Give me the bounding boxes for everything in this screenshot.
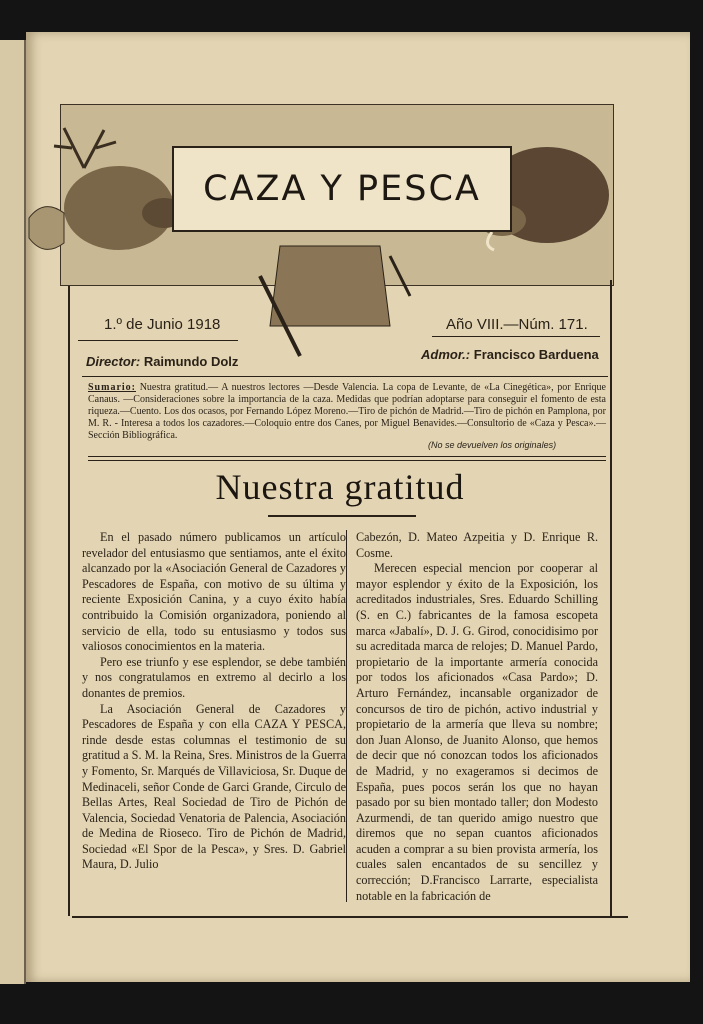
col1-paragraph: La Asociación General de Cazadores y Pescadores de España y con ella CAZA Y PESCA, rinde desde estas columnas el testimonio de su gratitud a S. M. la Reina, Sres. Ministros de la Guerra y Fomento, Sr. Marqués de Villaviciosa, Sr. Duque de Medinaceli, señor Conde de Garci Grande, Circulo de Bellas Artes, Real Sociedad de Tiro de Pichón de Valencia, Sociedad Venatoria de Palencia, Asociación de Medina de Rioseco. Tiro de Pichón de Madrid, Sociedad «El Spor de la Pesca», y Sres. D. Gabriel Maura, D. Julio xyxy=(82,701,346,872)
admor-name: Francisco Barduena xyxy=(473,347,599,362)
summary-bottom-rule xyxy=(88,456,606,457)
summary-bottom-rule-2 xyxy=(88,460,606,461)
admor-line xyxy=(421,347,599,362)
col2-paragraph: Merecen especial mencion por cooperar al mayor esplendor y éxito de la Exposición, los acreditados industriales, Sres. Eduardo Schilling (S. en C.) fabricantes de la famosa escopeta marca «Jabalí», D. J. G. Girod, conocidisimo por su acreditada marca de relojes; D. Manuel Pardo, propietario de la importante armería conocida por todos los aficionados «Casa Pardo»; D. Arturo Fernández, incansable organizador de concursos de tiro de pichón, activo industrial y propietario de la armería que lleva su nombre; don Juan Alonso, de Juanito Alonso, que hemos de decir que nó conozcan todos los aficionados de Madrid, y no exageramos si decimos de España, pues pocos serán los que no hayan pasado por su bien montado taller; don Modesto Azurmendi, de tan querido amigo nuestro que diremos que no sepan cuantos aficionados acuden a comprar a su bien provista armería, los cuales salen encantados de su sencillez y corrección; D.Francisco Larrarte, especialista notable en la fabricación de xyxy=(356,561,598,903)
col1-paragraph: Pero ese triunfo y ese esplendor, se debe también y nos congratulamos en extremo al decirlo a los donantes de premios. xyxy=(82,654,346,700)
summary-top-rule xyxy=(82,376,608,377)
issue-date: 1.º de Junio 1918 xyxy=(104,316,221,333)
article-column-1 xyxy=(82,530,346,873)
col1-paragraph: En el pasado número publicamos un artículo revelador del entusiasmo que sentiamos, ante el éxito alcanzado por la «Asociación General de Cazadores y Pescadores de España, con motivo de su última y reciente Exposición Canina, y a cuyo éxito había contribuido la Comisión organizadora, poniendo al servicio de ella, todo su entusiasmo y todos sus valiosos conocimientos en la materia. xyxy=(82,530,346,654)
headline-underline xyxy=(268,515,416,517)
col2-paragraph: Cabezón, D. Mateo Azpeitia y D. Enrique R. Cosme. xyxy=(356,530,598,560)
column-divider xyxy=(346,530,347,902)
issue-number: Año VIII.—Núm. 171. xyxy=(446,316,588,333)
director-line xyxy=(86,354,238,369)
issue-underline xyxy=(432,336,600,337)
director-label: Director: xyxy=(86,354,141,369)
article-column-2 xyxy=(356,530,598,904)
frame-right-rule xyxy=(610,280,612,916)
masthead-title: CAZA Y PESCA xyxy=(172,146,512,232)
frame-left-rule xyxy=(68,286,70,916)
director-name: Raimundo Dolz xyxy=(143,354,239,369)
date-underline xyxy=(78,340,238,341)
summary xyxy=(88,382,606,442)
admor-label: Admor.: xyxy=(421,347,471,362)
summary-label: Sumario: xyxy=(88,382,136,393)
originals-notice: (No se devuelven los originales) xyxy=(428,440,557,450)
summary-text: Nuestra gratitud.— A nuestros lectores —Desde Valencia. La copa de Levante, de «La Cinegética», por Enrique Canaus. —Consideraciones sobre la importancia de la caza. Medidas que podrían adoptarse para conseguir el fomento de esta riqueza.—Cuento. Los dos ocasos, por Fernando López Moreno.—Tiro de pichón de Madrid.—Tiro de pichón en Pamplona, por M. R. - Interesa a todos los cazadores.—Coloquio entre dos Canes, por Miguel Benavides.—Consultorio de «Caza y Pesca».—Sección Bibliográfica. xyxy=(88,382,606,441)
article-headline: Nuestra gratitud xyxy=(215,467,465,507)
page-bottom-rule xyxy=(72,916,628,918)
game-bag-illustration xyxy=(230,236,430,360)
left-page-edge xyxy=(0,40,26,984)
